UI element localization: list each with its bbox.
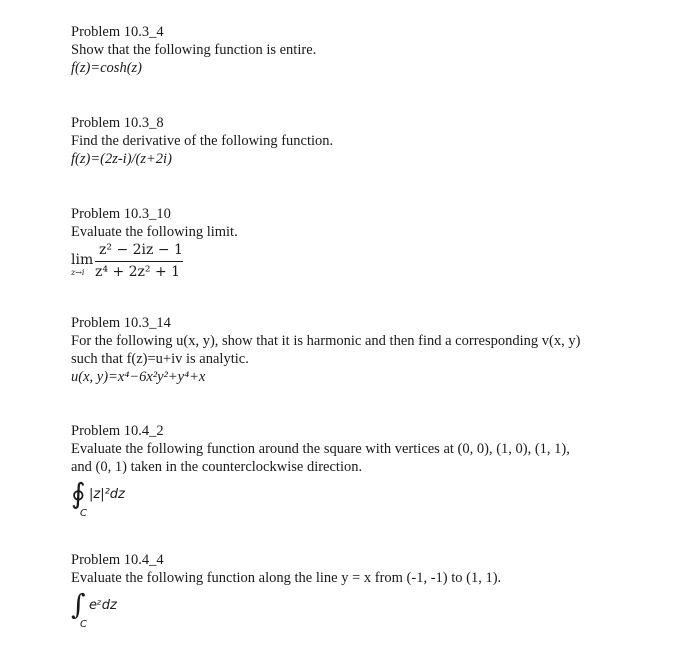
problem-statement: Find the derivative of the following function. bbox=[71, 133, 334, 149]
problem-title: Problem 10.3_10 bbox=[71, 206, 171, 222]
problem-10-3-4 bbox=[71, 23, 651, 77]
contour-label: C bbox=[80, 619, 87, 630]
limit-subscript: z→i bbox=[71, 268, 85, 277]
problem-statement-line-1: Evaluate the following function around the square with vertices at (0, 0), (1, 0), (1, 1), bbox=[71, 441, 570, 457]
problem-expression: f(z)=cosh(z) bbox=[71, 60, 142, 76]
problem-10-4-4 bbox=[71, 551, 651, 629]
problem-10-3-10 bbox=[71, 205, 651, 283]
problem-statement-line-1: For the following u(x, y), show that it is harmonic and then find a corresponding v(x, y) bbox=[71, 333, 581, 349]
problem-statement: Evaluate the following limit. bbox=[71, 224, 238, 240]
contour-integral bbox=[71, 478, 651, 518]
fraction-bar bbox=[95, 261, 183, 262]
problem-title: Problem 10.4_2 bbox=[71, 423, 164, 439]
contour-label: C bbox=[80, 508, 87, 519]
problem-statement-line-2: such that f(z)=u+iv is analytic. bbox=[71, 351, 249, 367]
integrand: eᶻdz bbox=[89, 598, 117, 613]
problem-10-4-2 bbox=[71, 422, 651, 518]
problem-expression: u(x, y)=x⁴−6x²y²+y⁴+x bbox=[71, 369, 206, 385]
problem-10-3-8 bbox=[71, 114, 651, 168]
integral-sign: ∫ bbox=[71, 588, 86, 621]
limit-word: lim bbox=[71, 252, 94, 268]
problem-statement: Show that the following function is entire. bbox=[71, 42, 317, 58]
problem-10-3-14 bbox=[71, 314, 651, 386]
limit-expression bbox=[71, 241, 651, 283]
problem-statement: Evaluate the following function along the line y = x from (-1, -1) to (1, 1). bbox=[71, 570, 502, 586]
line-integral bbox=[71, 589, 651, 629]
problem-statement-line-2: and (0, 1) taken in the counterclockwise direction. bbox=[71, 459, 363, 475]
integrand: |z|²dz bbox=[89, 487, 125, 502]
problem-title: Problem 10.4_4 bbox=[71, 552, 164, 568]
problem-title: Problem 10.3_8 bbox=[71, 115, 164, 131]
contour-integral-sign: ∮ bbox=[71, 477, 86, 510]
problem-title: Problem 10.3_4 bbox=[71, 24, 164, 40]
problem-title: Problem 10.3_14 bbox=[71, 315, 171, 331]
limit-denominator: z⁴ + 2z² + 1 bbox=[95, 264, 181, 280]
limit-numerator: z² − 2iz − 1 bbox=[99, 242, 183, 258]
problem-expression: f(z)=(2z-i)/(z+2i) bbox=[71, 151, 172, 167]
